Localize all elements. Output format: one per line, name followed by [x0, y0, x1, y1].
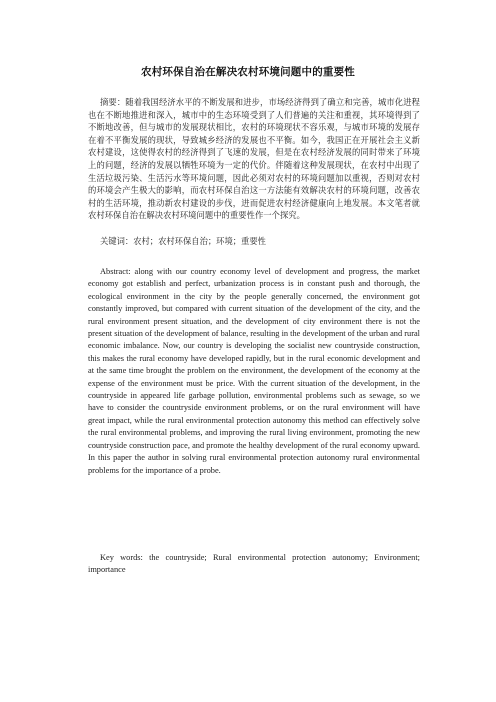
chinese-keywords: 关键词：农村；农村环保自治；环境；重要性	[100, 236, 266, 246]
english-abstract: Abstract: along with our country economy level of development and progress, the market economy got establish and perfect, urbanization process is in constant push and thorough, the ecological environment in the city by the people generally concerned, the environment got constantly improved, but compared with current situation of the development of the city, and the rural environment present situation, and the development of city environment there is not the present situation of the development of balance, resulting in the development of the urban and rural economic imbalance. Now, our country is developing the socialist new countryside construction, this makes the rural economy have developed rapidly, but in the rural economic development and at the same time brought the problem on the environment, the development of the economy at the expense of the environment must be price. With the current situation of the development, in the countryside in appeared life garbage pollution, environmental problems such as sewage, so we have to consider the countryside environment problems, or on the rural environment will have great impact, while the rural environmental protection autonomy this method can effectively solve the rural environmental problems, and improving the rural living environment, promoting the new countryside construction pace, and promote the healthy development of the rural economy upward. In this paper the author in solving rural environmental protection autonomy rural environmental problems for the importance of a probe.	[88, 267, 420, 475]
chinese-abstract: 摘要：随着我国经济水平的不断发展和进步，市场经济得到了确立和完善，城市化进程也在不断地推进和深入，城市中的生态环境受到了人们普遍的关注和重视，其环境得到了不断地改善，但与城市的发展现状相比，农村的环境现状不容乐观，与城市环境的发展存在着不平衡发展的现状，导致城乡经济的发展也不平衡。如今，我国正在开展社会主义新农村建设，这使得农村的经济得到了飞速的发展，但是在农村经济发展的同时带来了环境上的问题，经济的发展以牺牲环境为一定的代价。伴随着这种发展现状，在农村中出现了生活垃圾污染、生活污水等环境问题，因此必须对农村的环境问题加以重视，否则对农村的环境会产生极大的影响，而农村环保自治这一方法能有效解决农村的环境问题，改善农村的生活环境，推动新农村建设的步伐，进而促进农村经济健康向上地发展。本文笔者就农村环保自治在解决农村环境问题中的重要性作一个探究。	[88, 97, 420, 221]
english-keywords: Key words: the countryside; Rural environmental protection autonomy; Environment; importance	[88, 553, 420, 575]
document-title: 农村环保自治在解决农村环境问题中的重要性	[141, 66, 355, 78]
